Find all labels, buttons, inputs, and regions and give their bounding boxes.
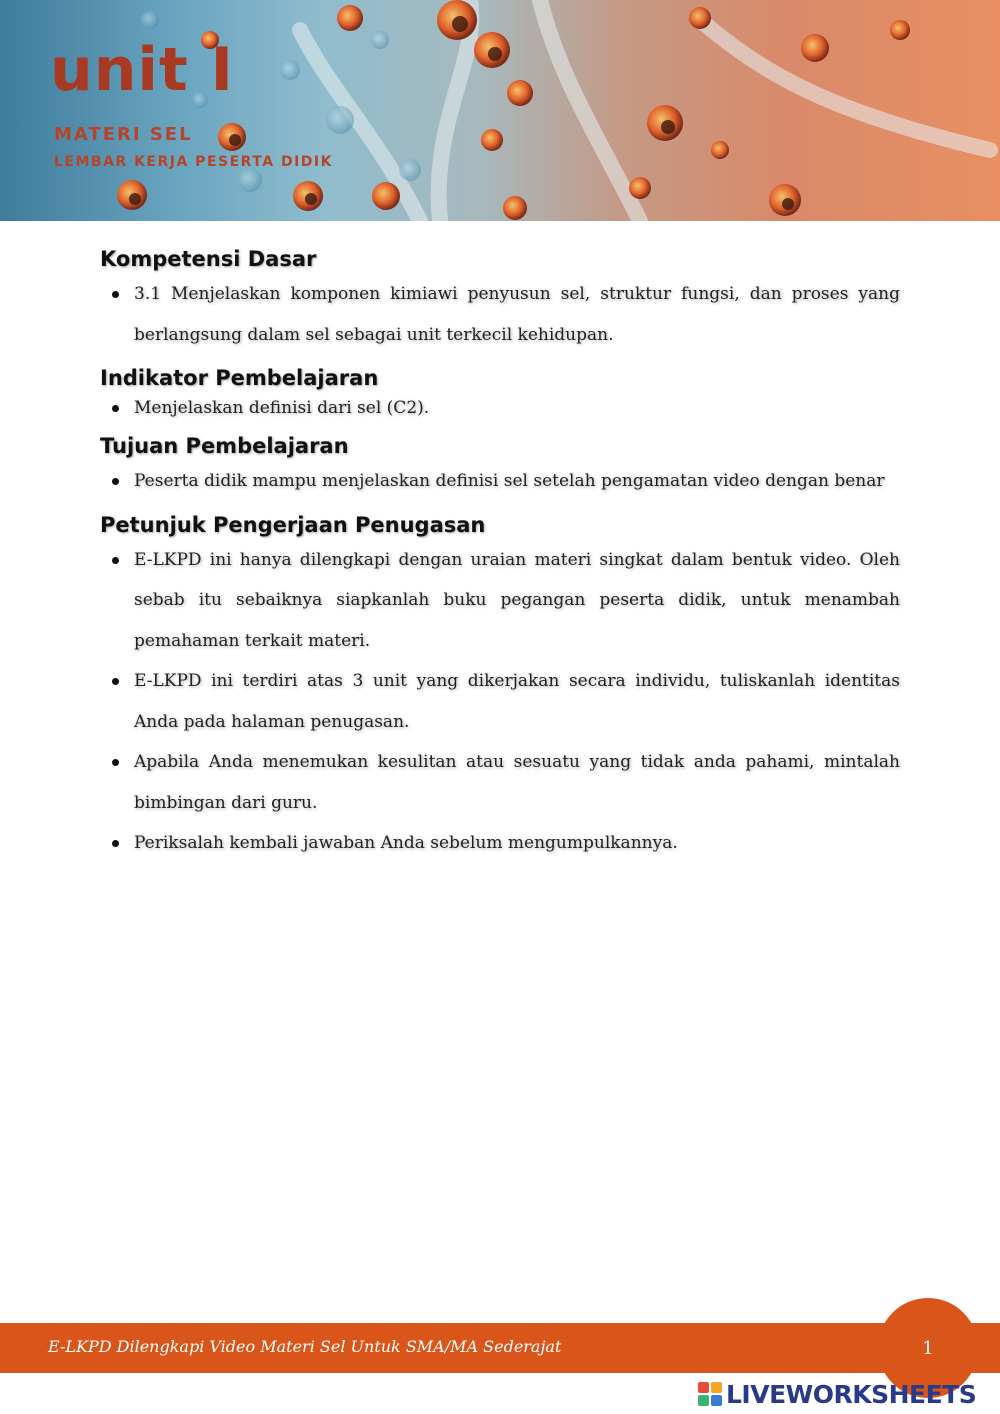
section-heading: Kompetensi Dasar — [100, 247, 317, 271]
bullet-list — [100, 274, 900, 355]
main-content — [100, 244, 900, 872]
unit-title: unit I — [50, 35, 234, 105]
list-item: Menjelaskan definisi dari sel (C2). — [134, 393, 900, 423]
section-heading: Tujuan Pembelajaran — [100, 434, 349, 458]
bullet-list — [100, 461, 900, 502]
section-heading: Indikator Pembelajaran — [100, 366, 379, 390]
liveworksheets-text: LIVEWORKSHEETS — [726, 1379, 977, 1409]
section-kompetensi-dasar — [100, 244, 900, 355]
section-petunjuk — [100, 510, 900, 864]
subtitle-lkpd: LEMBAR KERJA PESERTA DIDIK — [54, 154, 333, 170]
bullet-list — [100, 540, 900, 864]
list-item: Apabila Anda menemukan kesulitan atau sesuatu yang tidak anda pahami, mintalah bimbingan dari guru. — [134, 742, 900, 823]
liveworksheets-icon — [698, 1382, 722, 1406]
liveworksheets-logo[interactable] — [698, 1380, 976, 1408]
subtitle-materi: MATERI SEL — [54, 124, 193, 145]
list-item: Periksalah kembali jawaban Anda sebelum mengumpulkannya. — [134, 823, 900, 864]
section-indikator — [100, 363, 900, 423]
cell-illustration — [0, 0, 1000, 221]
list-item: E-LKPD ini hanya dilengkapi dengan uraian materi singkat dalam bentuk video. Oleh sebab itu sebaiknya siapkanlah buku pegangan peserta didik, untuk menambah pemahaman terkait materi. — [134, 540, 900, 662]
bullet-list — [100, 393, 900, 423]
section-heading: Petunjuk Pengerjaan Penugasan — [100, 512, 486, 537]
list-item: Peserta didik mampu menjelaskan definisi sel setelah pengamatan video dengan benar — [134, 461, 900, 502]
list-item: E-LKPD ini terdiri atas 3 unit yang dikerjakan secara individu, tuliskanlah identitas Anda pada halaman penugasan. — [134, 661, 900, 742]
page-number: 1 — [922, 1338, 934, 1359]
header-banner — [0, 0, 1000, 221]
section-tujuan — [100, 431, 900, 502]
list-item: 3.1 Menjelaskan komponen kimiawi penyusun sel, struktur fungsi, dan proses yang berlangsung dalam sel sebagai unit terkecil kehidupan. — [134, 274, 900, 355]
footer-text: E-LKPD Dilengkapi Video Materi Sel Untuk SMA/MA Sederajat — [48, 1337, 562, 1356]
